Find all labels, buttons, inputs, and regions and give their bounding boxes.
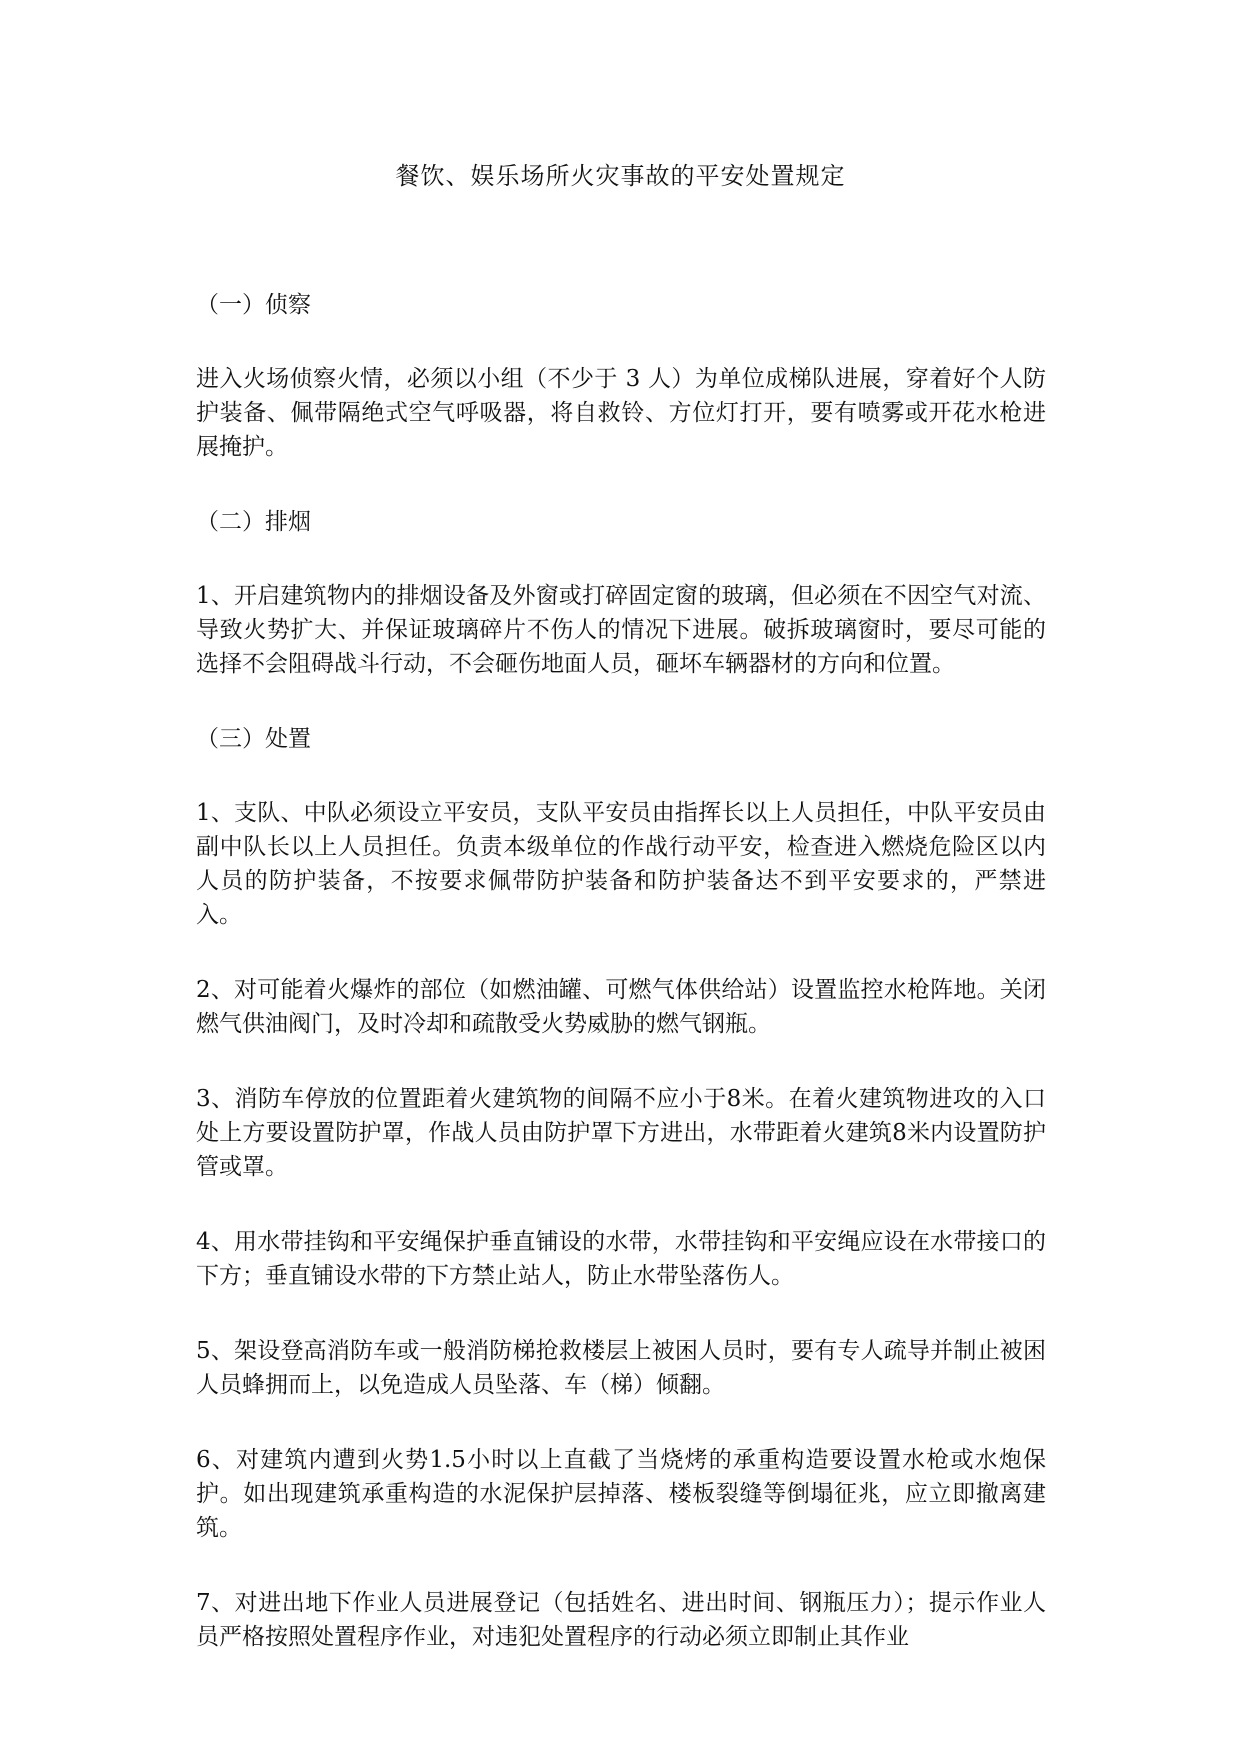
section-heading-smoke-exhaust: （二）排烟 bbox=[196, 509, 311, 535]
document-body bbox=[196, 288, 1046, 1654]
paragraph-smoke-exhaust-1: 1、开启建筑物内的排烟设备及外窗或打碎固定窗的玻璃，但必须在不因空气对流、导致火势扩大、并保证玻璃碎片不伤人的情况下进展。破拆玻璃窗时，要尽可能的选择不会阻碍战斗行动，不会砸伤地面人员，砸坏车辆器材的方向和位置。 bbox=[196, 583, 1046, 677]
section-heading-disposal: （三）处置 bbox=[196, 726, 311, 752]
paragraph-disposal-2: 2、对可能着火爆炸的部位（如燃油罐、可燃气体供给站）设置监控水枪阵地。关闭燃气供油阀门，及时冷却和疏散受火势威胁的燃气钢瓶。 bbox=[196, 977, 1046, 1037]
paragraph-disposal-5: 5、架设登高消防车或一般消防梯抢救楼层上被困人员时，要有专人疏导并制止被困人员蜂拥而上，以免造成人员坠落、车（梯）倾翻。 bbox=[196, 1338, 1046, 1398]
paragraph-disposal-6: 6、对建筑内遭到火势1.5小时以上直截了当烧烤的承重构造要设置水枪或水炮保护。如出现建筑承重构造的水泥保护层掉落、楼板裂缝等倒塌征兆，应立即撤离建筑。 bbox=[196, 1447, 1046, 1541]
paragraph-reconnaissance: 进入火场侦察火情，必须以小组（不少于 3 人）为单位成梯队进展，穿着好个人防护装备、佩带隔绝式空气呼吸器，将自救铃、方位灯打开，要有喷雾或开花水枪进展掩护。 bbox=[196, 366, 1046, 460]
document-title: 餐饮、娱乐场所火灾事故的平安处置规定 bbox=[395, 162, 846, 190]
section-heading-reconnaissance: （一）侦察 bbox=[196, 292, 311, 318]
paragraph-disposal-3: 3、消防车停放的位置距着火建筑物的间隔不应小于8米。在着火建筑物进攻的入口处上方要设置防护罩，作战人员由防护罩下方进出，水带距着火建筑8米内设置防护管或罩。 bbox=[196, 1086, 1046, 1180]
paragraph-disposal-4: 4、用水带挂钩和平安绳保护垂直铺设的水带，水带挂钩和平安绳应设在水带接口的下方；垂直铺设水带的下方禁止站人，防止水带坠落伤人。 bbox=[196, 1229, 1046, 1289]
paragraph-disposal-7: 7、对进出地下作业人员进展登记（包括姓名、进出时间、钢瓶压力）；提示作业人员严格按照处置程序作业，对违犯处置程序的行动必须立即制止其作业 bbox=[196, 1590, 1046, 1650]
paragraph-disposal-1: 1、支队、中队必须设立平安员，支队平安员由指挥长以上人员担任，中队平安员由副中队长以上人员担任。负责本级单位的作战行动平安，检查进入燃烧危险区以内人员的防护装备，不按要求佩带防护装备和防护装备达不到平安要求的，严禁进入。 bbox=[196, 800, 1046, 928]
